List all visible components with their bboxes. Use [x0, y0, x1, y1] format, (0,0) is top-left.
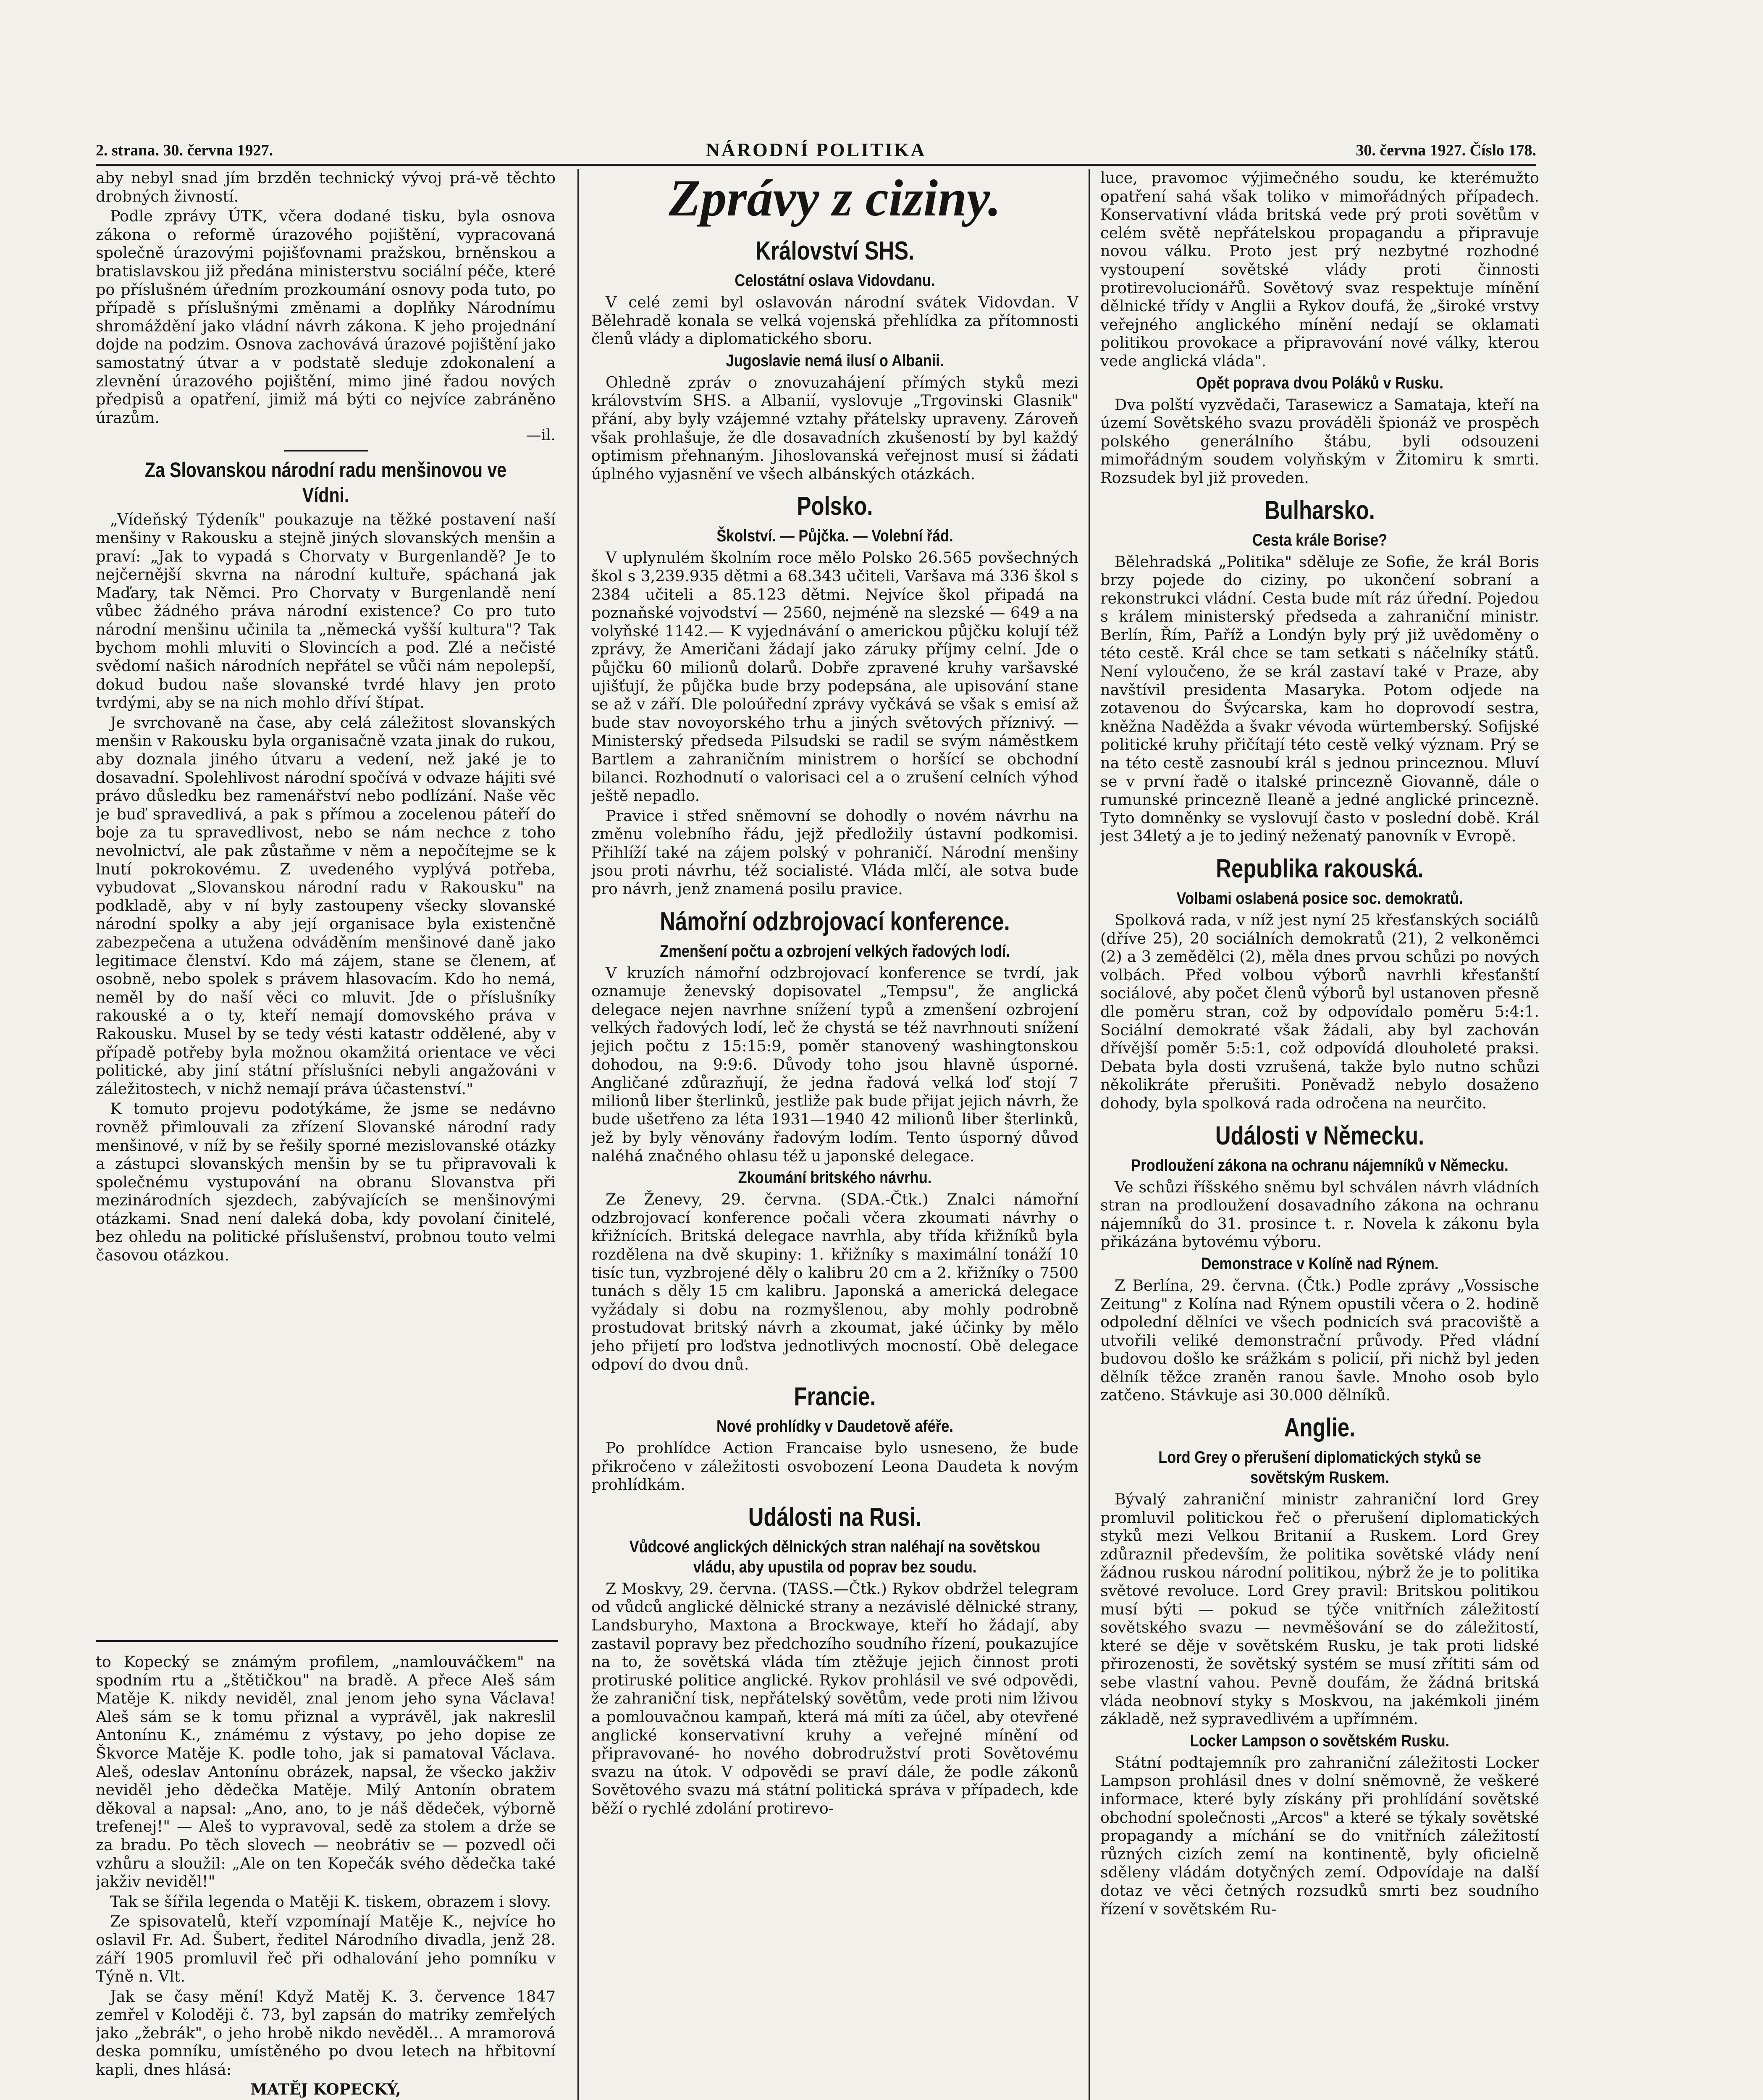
article-headline: Vůdcové anglických dělnických stran naléhají na sovětskou vládu, aby upustila od poprav bez soudu. — [629, 1537, 1041, 1576]
section-heading: Události v Německu. — [1215, 1121, 1425, 1150]
paragraph: Jak se časy mění! Když Matěj K. 3. července 1847 zemřel v Koloději č. 73, byl zapsán do matriky zemřelých jako „žebrák", o jeho hrobě nikdo nevěděl... A mramorová deska pomníku, umístěného po dvou letech na hřbitovní kapli, dnes hlásá: — [96, 1987, 556, 2079]
masthead-title: NÁRODNÍ POLITIKA — [706, 139, 926, 160]
paragraph: luce, pravomoc výjimečného soudu, ke kterémužto opatření sahá však toliko v mimořádných případech. Konservativní vláda britská vede prý proti sovětům v celém světě nepřátelskou propagandu a připravuje novou válku. Proto jest prý nezbytné rozhodné vystoupení sovětské vlády proti činnosti protirevolucionářů. Sovětový svaz respektuje mínění dělnické třídy v Anglii a Rykov doufá, že „široké vrstvy veřejného anglického mínění nedají se oklamati politikou provokace a připravování nové války, kterou vede anglická vláda". — [1100, 169, 1539, 370]
epitaph-line: MATĚJ KOPECKÝ, — [250, 2080, 401, 2098]
paragraph: aby nebyl snad jím brzděn technický vývoj prá-vě těchto drobných živností. — [96, 169, 556, 205]
article-headline: Cesta krále Borise? — [1252, 530, 1388, 549]
article-headline: Prodloužení zákona na ochranu nájemníků v Německu. — [1131, 1156, 1509, 1175]
paragraph: Spolková rada, v níž jest nyní 25 křesťanských sociálů (dříve 25), 20 sociálních demokratů (21), 2 velkoněmci (2) a 3 zemědělci (2), měla dnes prvou schůzi po nových volbách. Před volbou výborů navrhli křesťanští sociálové, aby počet členů výborů byl ustanoven přesně dle poměru stran, což by odpovídalo poměru 5:4:1. Sociální demokraté však žádali, aby byl zachován dřívější poměr 5:5:1, což odpovídá dlouholeté praksi. Debata byla dosti vzrušená, takže bylo nutno schůzi několikráte přerušiti. Poněvadž nebylo dosaženo dohody, byla spolková rada odročena na neurčito. — [1100, 911, 1539, 1112]
section-heading: Události na Rusi. — [748, 1502, 922, 1532]
paragraph: K tomuto projevu podotýkáme, že jsme se nedávno rovněž přimlouvali za zřízení Slovanské národní rady menšinové, v níž by se řešily sporné mezislovanské otázky a zástupci slovanských menšin by se tu připravovali k společnému vystupování na obranu Slovanstva při mezinárodních sjezdech, zabývajících se menšinovými otázkami. Snad není daleká doba, kdy povolaní činitelé, bez ohledu na politické příslušenství, probnou touto velmi časovou otázkou. — [96, 1100, 556, 1265]
header-rule — [96, 164, 1536, 166]
paragraph: Podle zprávy ÚTK, včera dodané tisku, byla osnova zákona o reformě úrazového pojištění, vypracovaná společně úrazovými pojišťovnami pražskou, brněnskou a bratislavskou již předána ministerstvu sociální péče, které po příslušném úředním prozkoumání osnovy poda tuto, po případě s příslušnými změnami a doplňky Národnímu shromáždění jako vládní návrh zákona. K jeho projednání dojde na podzim. Osnova zachovává úrazové pojištění jako samostatný útvar a v podstatě sleduje zdokonalení a zlevnění úrazového pojištění, mimo jiné řadou nových předpisů a opatření, jimiž má býti co nejvíce zabráněno úrazům. — [96, 207, 556, 427]
section-heading: Anglie. — [1284, 1413, 1356, 1443]
paragraph: Ze Ženevy, 29. června. (SDA.-Čtk.) Znalci námořní odzbrojovací konference počali včera zkoumati návrhy o křižnících. Britská delegace navrhla, aby třída křižníků byla rozdělena na dvě skupiny: 1. křižníky s maximální tonáží 10 tisíc tun, vyzbrojené děly o kalibru 20 cm a 2. křižníky o 7500 tunách s děly 15 cm kalibru. Japonská a americká delegace vyžádaly si dobu na rozmyšlenou, aby mohly podrobně prostudovat britský návrh a zkoumat, jaké účinky by mělo jeho přijetí pro loďstva jednotlivých mocností. Obě delegace odpoví do dvou dnů. — [591, 1190, 1078, 1373]
paragraph: Bývalý zahraniční ministr zahraniční lord Grey promluvil politickou řeč o přerušení diplomatických styků mezi Velkou Britanií a Ruskem. Lord Grey zdůraznil především, že politika sovětské vlády není žádnou ruskou národní politikou, nýbrž že je to politika světové revoluce. Lord Grey pravil: Britskou politikou musí býti — pokud se týče vnitřních záležitostí sovětského svazu — nevměšování se do záležitostí, které se děje v sovětském Rusku, je tak proti lidské přirozenosti, že sovětský systém se musí zřítiti sám od sebe vlastní vahou. Pevně doufám, že žádná britská vláda neobnoví styky s Moskvou, na jakémkoli jiném základě, než sypravedlivém a upřímném. — [1100, 1490, 1539, 1728]
article-headline: Lord Grey o přerušení diplomatických styků se sovětským Ruskem. — [1158, 1448, 1481, 1487]
article-headline: Opět poprava dvou Poláků v Rusku. — [1196, 373, 1443, 392]
section-heading: Francie. — [794, 1382, 876, 1412]
column-divider — [1089, 169, 1090, 2100]
article-headline: Nové prohlídky v Daudetově aféře. — [716, 1417, 953, 1436]
paragraph: Je svrchovaně na čase, aby celá záležitost slovanských menšin v Rakousku byla organisačně vzata jinak do rukou, aby doznala jiného útvaru a vedení, než jaké je to dosavadní. Spolehlivost národní spočívá v odvaze hájiti své právo důsledku bez ramenářství nebo podlízání. Naše věc je buď spravedlivá, a pak s přímou a zocelenou páteří do boje za tu spravedlivost, nebo se nám nechce z toho nevolnictví, ale pak zůstaňme v něm a nepočítejme se k lnutí pokrokovému. Z uvedeného vyplývá potřeba, vybudovat „Slovanskou národní radu v Rakousku" na podkladě, aby v ní byly zastoupeny všecky slovanské národní spolky a aby její organisace byla existenčně zabezpečena a utužena odváděním menšinové daně jako legitimace členství. Kdo má zájem, stane se členem, ať osobně, nebo spolek s právem hlasovacím. Kdo ho nemá, neměl by do naší věci co mluvit. Jde o příslušníky rakouské a o ty, kteří nemají domovského práva v Rakousku. Musel by se tedy vésti katastr oddělené, aby v případě potřeby byla možnou okamžitá orientace ve věci politické, aby jiní státní příslušníci nebyli angažováni v záležitostech, v nichž nemají práva účastenství." — [96, 713, 556, 1098]
section-heading: Království SHS. — [755, 236, 915, 265]
paragraph: Pravice i střed sněmovní se dohodly o novém návrhu na změnu volebního řádu, jejž předložily ústavní podkomisi. Přihlíží také na zájem polský v pohraničí. Národní menšiny jsou proti návrhu, též socialisté. Vláda mlčí, ale sotva bude pro návrh, jenž znamená posilu pravice. — [591, 806, 1078, 898]
article-headline: Za Slovanskou národní radu menšinovou ve Vídni. — [144, 458, 507, 507]
article-headline: Celostátní oslava Vidovdanu. — [735, 271, 935, 290]
column-divider — [577, 169, 579, 2100]
paragraph: to Kopecký se známým profilem, „namlouváčkem" na spodním rtu a „štětičkou" na bradě. A přece Aleš sám Matěje K. nikdy neviděl, znal jenom jeho syna Václava! Aleš sám se k tomu přiznal a vyprávěl, jak nakreslil Antonínu K., známému z výstavy, po jeho dopise ze Škvorce Matěje K. podle toho, jak si pamatoval Václava. Aleš, odeslav Antonínu obrázek, napsal, že všecko jakživ neviděl jeho dědečka Matěje. Milý Antonín obratem děkoval a napsal: „Ano, ano, to je náš dědeček, výborně trefenej!" — Aleš to vypravoval, sedě za stolem a drže se za bradu. Po těch slovech — neobrátiv se — pozvedl oči vzhůru a sloužil: „Ale on ten Kopečák svého dědečka také jakživ neviděl!" — [96, 1653, 556, 1891]
paragraph: Ve schůzi říšského sněmu byl schválen návrh vládních stran na prodloužení dosavadního zákona na ochranu nájemníků do 31. prosince t. r. Novela k zákonu byla přikázána bytovému výboru. — [1100, 1178, 1539, 1251]
paragraph: V kruzích námořní odzbrojovací konference se tvrdí, jak oznamuje ženevský dopisovatel „Tempsu", že anglická delegace nejen navrhne snížení typů a zmenšení ozbrojení velkých řadových lodí, leč že chystá se též navrhnouti snížení jejich počtu z 15:15:9, poměr stanovený washingtonskou dohodou, na 9:9:6. Důvody toho jsou hlavně úsporné. Angličané zdůrazňují, že jedna řadová velká loď stojí 7 milionů liber šterlinků, jestliže pak bude přijat jejich návrh, že bude ušetřeno za léta 1931—1940 42 milionů liber šterlinků, jež by byly věnovány řadovým lodím. Tento úsporný důvod naléhá značného ohlasu též u japonské delegace. — [591, 963, 1078, 1165]
article-headline: Zkoumání britského návrhu. — [738, 1168, 932, 1187]
paragraph: Z Berlína, 29. června. (Čtk.) Podle zprávy „Vossische Zeitung" z Kolína nad Rýnem opustili včera o 2. hodině odpolední dělníci ve všech podnicích svá pracoviště a utvořili veliké demonstrační průvody. Před vládní budovou došlo ke srážkám s policií, při nichž byl jeden dělník těžce zraněn ranou šavle. Mnoho osob bylo zatčeno. Stávkuje asi 30.000 dělníků. — [1100, 1276, 1539, 1404]
column-3 — [1100, 169, 1539, 2100]
feuilleton-column — [96, 1653, 556, 2100]
column-1 — [96, 169, 556, 1643]
article-headline: Locker Lampson o sovětském Rusku. — [1190, 1731, 1450, 1750]
page-header — [96, 135, 1536, 165]
paragraph: Po prohlídce Action Francaise bylo usneseno, že bude přikročeno v záležitosti osvobození Leona Daudeta k novým prohlídkám. — [591, 1439, 1078, 1494]
paragraph: V uplynulém školním roce mělo Polsko 26.565 povšechných škol s 3,239.935 dětmi a 68.343 učiteli, Varšava má 336 škol s 2384 učiteli a 85.123 dětmi. Nejvíce škol připadá na poznaňské vojvodství — 2560, nejméně na slezské — 649 a na volyňské 1142.— K vyjednávání o americkou půjčku kolují též zprávy, že Američani žádají jako záruky příjmy celní. Jde o půjčku 60 milionů dolarů. Dobře zpravené kruhy varšavské ujišťují, že půjčka bude brzy podepsána, ale upisování stane se až v září. Dle poloúřední zprávy vyčkává se však s emisí až bude stav novoyorského trhu a jiných světových příznivý. — Ministerský předseda Pilsudski se radil se svým náměstkem Bartlem a zahraničním ministrem o horšící se obchodní bilanci. Rozhodnutí o valorisaci cel a o zrušení celních výhod ještě nepadlo. — [591, 549, 1078, 805]
paragraph: Ze spisovatelů, kteří vzpomínají Matěje K., nejvíce ho oslavil Fr. Ad. Šubert, ředitel Národního divadla, jenž 28. září 1905 promluvil řeč při odhalování jeho pomníku v Týně n. Vlt. — [96, 1912, 556, 1986]
section-heading: Bulharsko. — [1265, 496, 1375, 525]
paragraph: Státní podtajemník pro zahraniční záležitosti Locker Lampson prohlásil dnes v dolní sněmovně, že veškeré informace, které byly získány při prohlídání sovětské obchodní společnosti „Arcos" a které se týkaly sovětské propagandy a míchání se do vnitřních záležitostí různých cizích zemí na kontinentě, byly oficielně sděleny vládám dotyčných zemí. Odpovídaje na další dotaz ve věci četných rozsudků smrti bez soudního řízení v sovětském Ru- — [1100, 1753, 1539, 1918]
paragraph: V celé zemi byl oslavován národní svátek Vidovdan. V Bělehradě konala se velká vojenská přehlídka za přítomnosti členů vlády a diplomatického sboru. — [591, 293, 1078, 348]
column-2 — [591, 169, 1078, 2100]
section-heading: Republika rakouská. — [1216, 854, 1424, 883]
paragraph: Tak se šířila legenda o Matěji K. tiskem, obrazem i slovy. — [110, 1892, 551, 1911]
article-headline: Demonstrace v Kolíně nad Rýnem. — [1201, 1254, 1439, 1273]
paragraph: Ohledně zpráv o znovuzahájení přímých styků mezi královstvím SHS. a Albanií, vyslovuje „Trgovinski Glasnik" přání, aby byly vzájemné vztahy přátelsky upraveny. Zároveň však prohlašuje, že dle dosavadních zkušeností by byl každý optimism přehnaným. Jihoslovanská veřejnost musí si žádati úplného vyjasnění ve všech albánských otázkách. — [591, 373, 1078, 483]
feuilleton-rule — [96, 1640, 558, 1642]
header-page-date: 2. strana. 30. června 1927. — [96, 142, 273, 159]
paragraph: Dva polští vyzvědači, Tarasewicz a Samataja, kteří na území Sovětského svazu prováděli špionáž ve prospěch polského generálního štábu, byli odsouzeni mimořádným soudem volyňským v Žitomiru k smrti. Rozsudek byl již proveden. — [1100, 395, 1539, 487]
article-headline: Volbami oslabená posice soc. demokratů. — [1176, 889, 1463, 908]
article-headline: Jugoslavie nemá ilusí o Albanii. — [726, 351, 944, 370]
article-headline: Zmenšení počtu a ozbrojení velkých řadových lodí. — [660, 942, 1010, 961]
divider — [284, 450, 368, 452]
paragraph: Z Moskvy, 29. června. (TASS.—Čtk.) Rykov obdržel telegram od vůdců anglické dělnické strany a nezávislé dělnické strany, Landsburyho, Maxtona a Brockwaye, kteří ho žádají, aby zastavil popravy bez předchozího soudního řízení, poukazujíce na to, že sovětská vláda tím ztěžuje jejich činnost proti protiruské politice anglické. Rykov prohlásil ve své odpovědi, že zahraniční tisk, nepřátelský sovětům, vede proti nim lživou a pomlouvačnou kampaň, která má míti za účel, aby otevřené anglické konservativní kruhy a veřejné mínění od připravované- ho nového dobrodružství proti Sovětovému svazu na útok. V odpovědi se praví dále, že podle zákonů Sovětového svazu má státní politická správa v případech, kde běží o rychlé zdolání protirevo- — [591, 1579, 1078, 1817]
article-headline: Školství. — Půjčka. — Volební řád. — [716, 527, 953, 546]
paragraph: „Vídeňský Týdeník" poukazuje na těžké postavení naší menšiny v Rakousku a stejně jiných slovanských menšin a praví: „Jak to vypadá s Chorvaty v Burgenlandě? Je to nejčernější skvrna na národní kultuře, spáchaná jak Maďary, tak Němci. Pro Chorvaty v Burgenlandě není vůbec žádného práva národní existence? Co pro tuto národní menšinu učinila ta „německá vyšší kultura"? Tak bychom mohli mluviti o Slovincích a pod. Zlé a nečisté svědomí našich národních nepřátel se vůči nám nepolepší, dokud budou naše slovanské tvrdé hlavy jen proto tvrdými, aby se na nich mohlo dříví štípat. — [96, 510, 556, 712]
section-heading: Polsko. — [797, 492, 873, 521]
section-heading: Námořní odzbrojovací konference. — [660, 907, 1010, 936]
section-title: Zprávy z ciziny. — [669, 169, 1001, 227]
header-issue-number: 30. června 1927. Číslo 178. — [1356, 142, 1536, 159]
author-signature: —il. — [526, 427, 556, 444]
paragraph: Bělehradská „Politika" sděluje ze Sofie, že král Boris brzy pojede do ciziny, po ukončení sobraní a rekonstrukci vládní. Cesta bude mít ráz úřední. Pojedou s králem ministerský předseda a zahraniční ministr. Berlín, Řím, Paříž a Londýn byly prý již uvědoměny o této cestě. Král chce se tam setkati s náčelníky států. Není vyloučeno, že se král zastaví také v Praze, aby navštívil presidenta Masaryka. Potom odjede na zotavenou do Švýcarska, kam ho doprovodí sestra, kněžna Naděžda a švakr vévoda würtemberský. Sofijské politické kruhy přičítají této cestě velký význam. Prý se na této cestě zasnoubí král s jednou princeznou. Mluví se v první řadě o italské princezně Giovanně, dále o rumunské princezně Ileaně a jedné anglické princezně. Tyto domněnky se vyslovují často v poslední době. Král jest 34letý a je to jediný neženatý panovník v Evropě. — [1100, 552, 1539, 845]
